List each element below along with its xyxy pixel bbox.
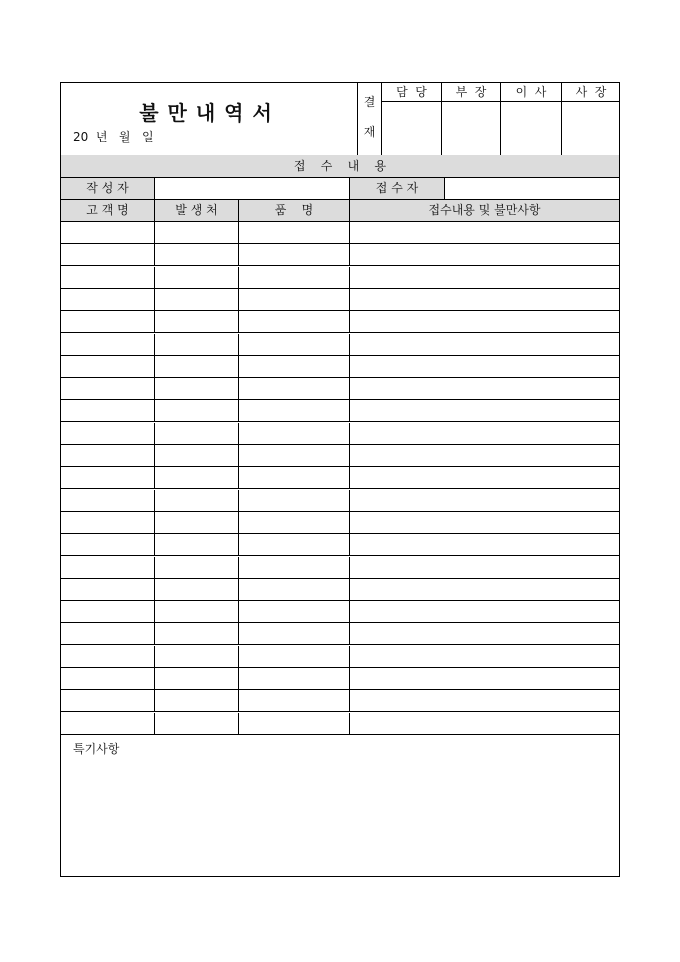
cell-origin[interactable] xyxy=(155,423,239,444)
form-header xyxy=(61,83,619,156)
cell-complaint[interactable] xyxy=(350,356,619,377)
cell-customer[interactable] xyxy=(61,311,155,332)
approval-label xyxy=(358,83,382,155)
approval-col-dept-head-label: 부 장 xyxy=(442,83,500,102)
cell-complaint[interactable] xyxy=(350,579,619,600)
cell-customer[interactable] xyxy=(61,423,155,444)
receiver-field[interactable] xyxy=(445,178,619,199)
cell-customer[interactable] xyxy=(61,244,155,265)
table-row xyxy=(61,423,619,445)
cell-product[interactable] xyxy=(239,423,350,444)
table-row xyxy=(61,244,619,266)
cell-origin[interactable] xyxy=(155,534,239,555)
cell-complaint[interactable] xyxy=(350,289,619,310)
cell-complaint[interactable] xyxy=(350,601,619,622)
date-line[interactable]: 20 년 월 일 xyxy=(73,130,154,144)
table-row xyxy=(61,378,619,400)
cell-complaint[interactable] xyxy=(350,334,619,355)
cell-complaint[interactable] xyxy=(350,267,619,288)
cell-product[interactable] xyxy=(239,534,350,555)
cell-complaint[interactable] xyxy=(350,668,619,689)
approval-col-dept-head[interactable] xyxy=(442,83,501,155)
writer-row xyxy=(61,178,619,200)
table-row xyxy=(61,311,619,333)
cell-complaint[interactable] xyxy=(350,623,619,644)
cell-complaint[interactable] xyxy=(350,534,619,555)
table-row xyxy=(61,267,619,289)
cell-origin[interactable] xyxy=(155,690,239,711)
cell-complaint[interactable] xyxy=(350,467,619,488)
cell-origin[interactable] xyxy=(155,378,239,399)
table-row xyxy=(61,579,619,601)
table-row xyxy=(61,668,619,690)
cell-complaint[interactable] xyxy=(350,646,619,667)
approval-label-top: 결 xyxy=(363,95,376,109)
cell-origin[interactable] xyxy=(155,400,239,421)
cell-customer[interactable] xyxy=(61,512,155,533)
table-row xyxy=(61,623,619,645)
cell-product[interactable] xyxy=(239,579,350,600)
table-row xyxy=(61,222,619,244)
cell-customer[interactable] xyxy=(61,623,155,644)
approval-col-president[interactable] xyxy=(562,83,620,155)
cell-customer[interactable] xyxy=(61,267,155,288)
cell-product[interactable] xyxy=(239,445,350,466)
cell-origin[interactable] xyxy=(155,579,239,600)
approval-col-manager-label: 담 당 xyxy=(382,83,441,102)
cell-origin[interactable] xyxy=(155,490,239,511)
cell-origin[interactable] xyxy=(155,601,239,622)
cell-customer[interactable] xyxy=(61,646,155,667)
table-row xyxy=(61,467,619,489)
table-row xyxy=(61,601,619,623)
cell-origin[interactable] xyxy=(155,623,239,644)
cell-product[interactable] xyxy=(239,222,350,243)
cell-complaint[interactable] xyxy=(350,222,619,243)
cell-origin[interactable] xyxy=(155,445,239,466)
complaint-form xyxy=(60,82,620,877)
cell-complaint[interactable] xyxy=(350,311,619,332)
cell-origin[interactable] xyxy=(155,222,239,243)
col-header-origin: 발 생 처 xyxy=(155,200,239,221)
approval-col-president-label: 사 장 xyxy=(562,83,620,102)
table-row xyxy=(61,400,619,422)
approval-col-director-label: 이 사 xyxy=(501,83,561,102)
cell-complaint[interactable] xyxy=(350,400,619,421)
table-row xyxy=(61,512,619,534)
cell-complaint[interactable] xyxy=(350,713,619,734)
receiver-label: 접 수 자 xyxy=(350,178,445,199)
cell-customer[interactable] xyxy=(61,668,155,689)
cell-origin[interactable] xyxy=(155,289,239,310)
table-row xyxy=(61,557,619,579)
cell-complaint[interactable] xyxy=(350,244,619,265)
form-title: 불만내역서 xyxy=(139,101,281,125)
cell-origin[interactable] xyxy=(155,557,239,578)
cell-origin[interactable] xyxy=(155,334,239,355)
cell-product[interactable] xyxy=(239,267,350,288)
table-row xyxy=(61,445,619,467)
cell-product[interactable] xyxy=(239,311,350,332)
cell-customer[interactable] xyxy=(61,356,155,377)
cell-customer[interactable] xyxy=(61,445,155,466)
approval-label-bottom: 재 xyxy=(363,125,376,139)
cell-customer[interactable] xyxy=(61,467,155,488)
cell-complaint[interactable] xyxy=(350,557,619,578)
approval-box xyxy=(357,83,620,155)
cell-product[interactable] xyxy=(239,713,350,734)
cell-customer[interactable] xyxy=(61,534,155,555)
cell-origin[interactable] xyxy=(155,311,239,332)
cell-customer[interactable] xyxy=(61,378,155,399)
cell-customer[interactable] xyxy=(61,601,155,622)
writer-field[interactable] xyxy=(155,178,350,199)
cell-complaint[interactable] xyxy=(350,690,619,711)
approval-col-director[interactable] xyxy=(501,83,562,155)
cell-origin[interactable] xyxy=(155,713,239,734)
cell-origin[interactable] xyxy=(155,356,239,377)
table-row xyxy=(61,490,619,512)
col-header-customer: 고 객 명 xyxy=(61,200,155,221)
cell-product[interactable] xyxy=(239,690,350,711)
table-header-row xyxy=(61,200,619,222)
cell-product[interactable] xyxy=(239,512,350,533)
cell-customer[interactable] xyxy=(61,400,155,421)
cell-origin[interactable] xyxy=(155,244,239,265)
cell-product[interactable] xyxy=(239,646,350,667)
cell-origin[interactable] xyxy=(155,646,239,667)
cell-complaint[interactable] xyxy=(350,423,619,444)
cell-product[interactable] xyxy=(239,623,350,644)
writer-label: 작 성 자 xyxy=(61,178,155,199)
table-row xyxy=(61,713,619,735)
cell-product[interactable] xyxy=(239,289,350,310)
table-row xyxy=(61,334,619,356)
table-row xyxy=(61,356,619,378)
cell-complaint[interactable] xyxy=(350,378,619,399)
col-header-product: 품 명 xyxy=(239,200,350,221)
section-title: 접 수 내 용 xyxy=(61,155,619,178)
cell-product[interactable] xyxy=(239,490,350,511)
table-row xyxy=(61,289,619,311)
cell-origin[interactable] xyxy=(155,467,239,488)
cell-product[interactable] xyxy=(239,356,350,377)
cell-product[interactable] xyxy=(239,668,350,689)
cell-product[interactable] xyxy=(239,601,350,622)
approval-col-manager[interactable] xyxy=(382,83,442,155)
notes-field[interactable] xyxy=(61,735,619,876)
cell-customer[interactable] xyxy=(61,579,155,600)
cell-customer[interactable] xyxy=(61,334,155,355)
cell-product[interactable] xyxy=(239,378,350,399)
cell-product[interactable] xyxy=(239,400,350,421)
table-row xyxy=(61,534,619,556)
table-row xyxy=(61,690,619,712)
notes-label: 특기사항 xyxy=(73,742,120,756)
cell-origin[interactable] xyxy=(155,668,239,689)
cell-complaint[interactable] xyxy=(350,512,619,533)
cell-customer[interactable] xyxy=(61,713,155,734)
cell-customer[interactable] xyxy=(61,490,155,511)
cell-origin[interactable] xyxy=(155,267,239,288)
cell-product[interactable] xyxy=(239,244,350,265)
cell-customer[interactable] xyxy=(61,222,155,243)
cell-complaint[interactable] xyxy=(350,490,619,511)
cell-customer[interactable] xyxy=(61,289,155,310)
cell-product[interactable] xyxy=(239,557,350,578)
cell-product[interactable] xyxy=(239,334,350,355)
cell-origin[interactable] xyxy=(155,512,239,533)
table-row xyxy=(61,646,619,668)
cell-customer[interactable] xyxy=(61,557,155,578)
cell-complaint[interactable] xyxy=(350,445,619,466)
col-header-complaint: 접수내용 및 불만사항 xyxy=(350,200,619,221)
cell-product[interactable] xyxy=(239,467,350,488)
cell-customer[interactable] xyxy=(61,690,155,711)
